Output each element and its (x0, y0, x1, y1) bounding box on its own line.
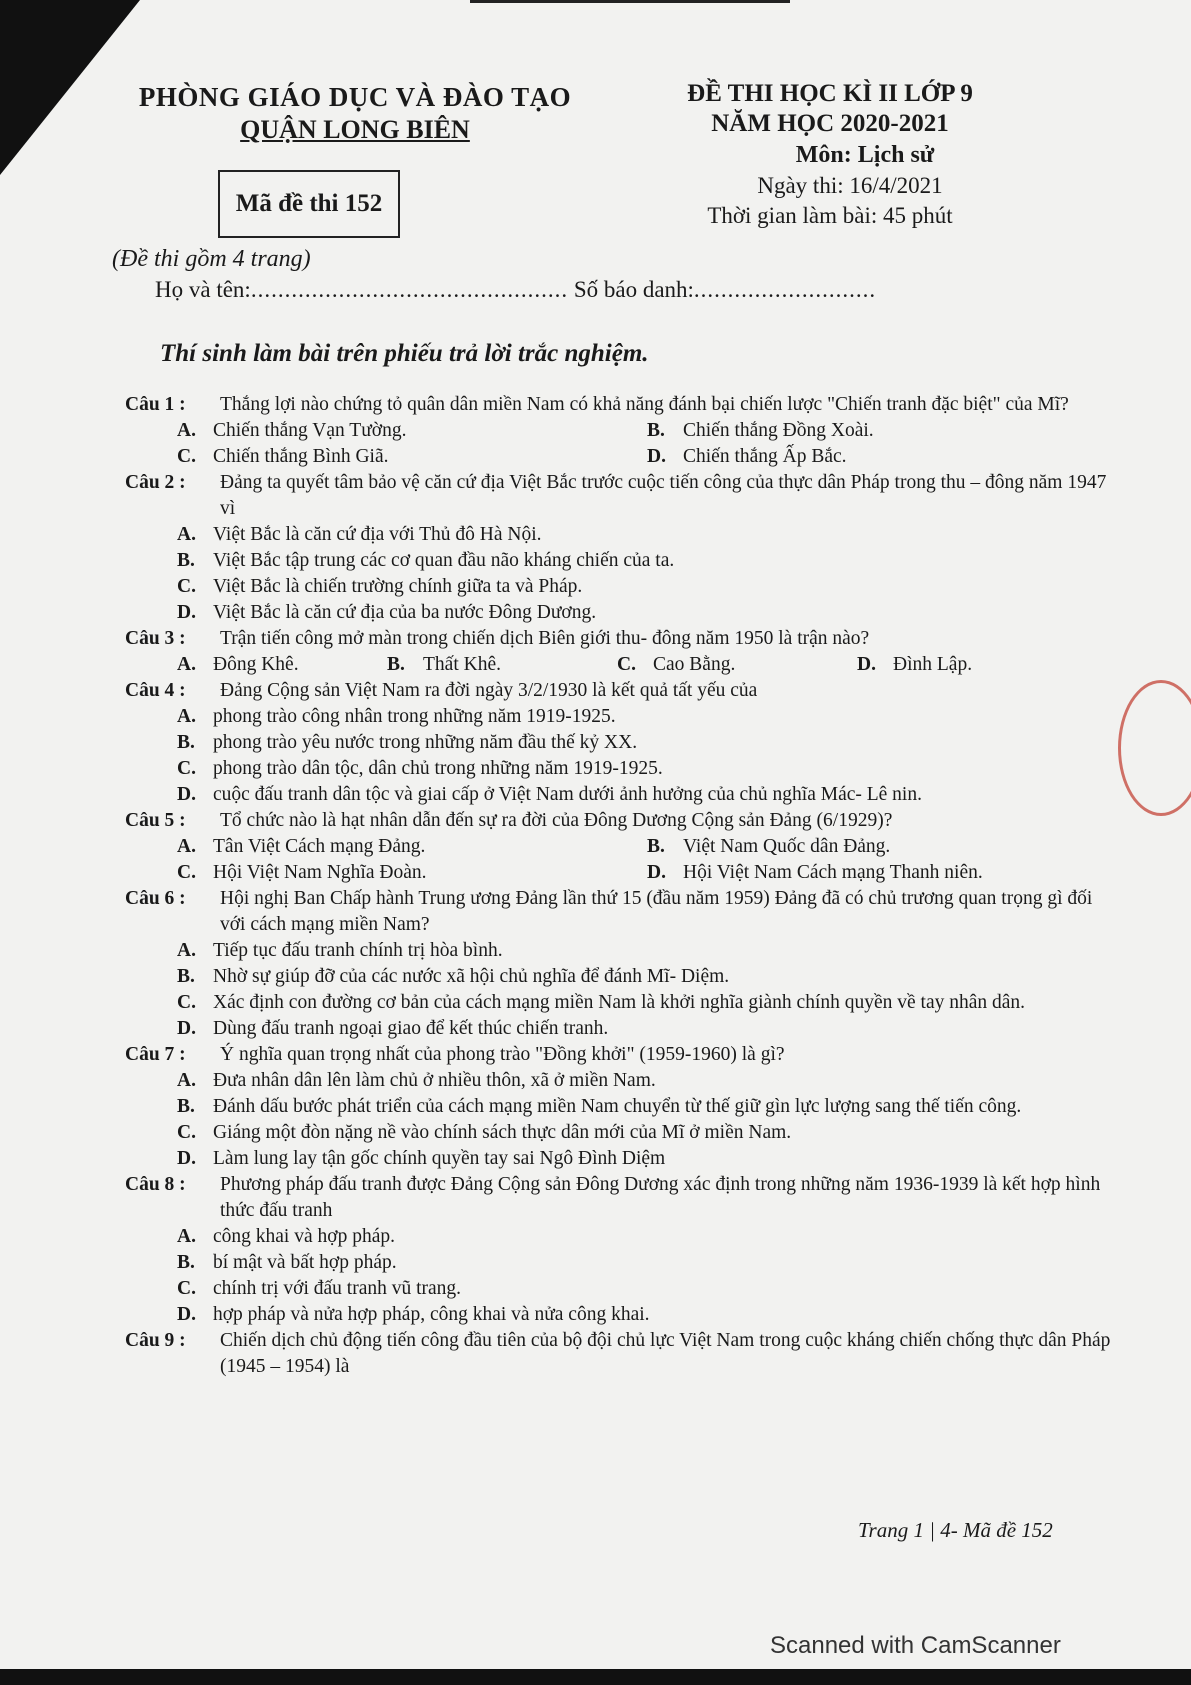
answer-option[interactable] (177, 1250, 1115, 1276)
option-text: Chiến thắng Vạn Tường. (213, 420, 407, 441)
answer-option[interactable] (177, 834, 647, 860)
district-name: QUẬN LONG BIÊN (240, 115, 470, 144)
question-number: Câu 6 : (125, 888, 186, 909)
question-text: Phương pháp đấu tranh được Đảng Cộng sản Đông Dương xác định trong những năm 1936-1939 là kết hợp hình thức đấu tranh (220, 1174, 1101, 1221)
option-key: A. (177, 836, 196, 857)
option-text: Chiến thắng Ấp Bắc. (683, 446, 847, 467)
option-text: hợp pháp và nửa hợp pháp, công khai và nửa công khai. (213, 1304, 650, 1325)
answer-option[interactable] (647, 444, 1117, 470)
header-left (130, 82, 580, 145)
option-text: chính trị với đấu tranh vũ trang. (213, 1278, 462, 1299)
option-key: B. (177, 966, 195, 987)
question-text: Thắng lợi nào chứng tỏ quân dân miền Nam có khả năng đánh bại chiến lược "Chiến tranh đặc biệt" của Mĩ? (220, 394, 1069, 415)
option-key: A. (177, 940, 196, 961)
exam-code-box: Mã đề thi 152 (218, 170, 400, 238)
option-key: D. (177, 1148, 196, 1169)
option-key: B. (177, 1096, 195, 1117)
option-key: D. (177, 602, 196, 623)
answer-options (125, 704, 1115, 808)
option-key: D. (647, 446, 666, 467)
option-key: C. (177, 1122, 196, 1143)
option-key: C. (617, 654, 636, 675)
option-key: B. (177, 732, 195, 753)
option-text: cuộc đấu tranh dân tộc và giai cấp ở Việt Nam dưới ảnh hưởng của chủ nghĩa Mác- Lê nin. (213, 784, 922, 805)
answer-option[interactable] (177, 444, 647, 470)
option-text: Đình Lập. (893, 654, 973, 675)
answer-option[interactable] (177, 1120, 1115, 1146)
option-text: Nhờ sự giúp đỡ của các nước xã hội chủ nghĩa để đánh Mĩ- Diệm. (213, 966, 730, 987)
option-text: phong trào dân tộc, dân chủ trong những năm 1919-1925. (213, 758, 663, 779)
question-7 (125, 1042, 1115, 1172)
answer-option[interactable] (617, 652, 857, 678)
answer-option[interactable] (177, 574, 1115, 600)
option-key: B. (177, 1252, 195, 1273)
exam-title: ĐỀ THI HỌC KÌ II LỚP 9 (687, 80, 973, 107)
question-5 (125, 808, 1115, 886)
question-3 (125, 626, 1115, 678)
answer-option[interactable] (177, 756, 1115, 782)
question-number: Câu 7 : (125, 1044, 186, 1065)
option-key: B. (177, 550, 195, 571)
option-key: A. (177, 420, 196, 441)
option-text: Cao Bằng. (653, 654, 736, 675)
option-text: Đông Khê. (213, 654, 299, 675)
answer-option[interactable] (177, 704, 1115, 730)
page-footer: Trang 1 | 4- Mã đề 152 (858, 1518, 1053, 1542)
option-key: D. (177, 1304, 196, 1325)
answer-options (125, 522, 1115, 626)
question-6 (125, 886, 1115, 1042)
answer-option[interactable] (177, 522, 1115, 548)
question-number: Câu 8 : (125, 1174, 186, 1195)
subject: Môn: Lịch sử (795, 142, 935, 168)
option-text: Việt Bắc là chiến trường chính giữa ta và Pháp. (213, 576, 583, 597)
answer-option[interactable] (177, 938, 1115, 964)
answer-options (125, 938, 1115, 1042)
question-number: Câu 2 : (125, 472, 186, 493)
student-id-field[interactable]: ........................... (693, 277, 877, 302)
question-text: Đảng ta quyết tâm bảo vệ căn cứ địa Việt Bắc trước cuộc tiến công của thực dân Pháp trong thu – đông năm 1947 vì (220, 472, 1107, 519)
answer-option[interactable] (177, 1276, 1115, 1302)
scan-bottom-edge (0, 1669, 1191, 1685)
question-1 (125, 392, 1115, 470)
option-key: A. (177, 524, 196, 545)
option-key: D. (857, 654, 876, 675)
student-id-label: Số báo danh: (573, 277, 694, 302)
question-text: Chiến dịch chủ động tiến công đầu tiên của bộ đội chủ lực Việt Nam trong cuộc kháng chiến chống thực dân Pháp (1945 – 1954) là (220, 1330, 1111, 1377)
option-key: B. (647, 420, 665, 441)
option-key: A. (177, 1070, 196, 1091)
exam-duration: Thời gian làm bài: 45 phút (707, 203, 953, 228)
question-number: Câu 5 : (125, 810, 186, 831)
option-text: công khai và hợp pháp. (213, 1226, 395, 1247)
option-key: C. (177, 758, 196, 779)
question-8 (125, 1172, 1115, 1328)
question-number: Câu 4 : (125, 680, 186, 701)
option-text: Xác định con đường cơ bản của cách mạng miền Nam là khởi nghĩa giành chính quyền về tay nhân dân. (213, 992, 1026, 1013)
option-text: Đánh dấu bước phát triển của cách mạng miền Nam chuyển từ thế giữ gìn lực lượng sang thế tiến công. (213, 1096, 1022, 1117)
option-key: C. (177, 992, 196, 1013)
answer-option[interactable] (177, 548, 1115, 574)
question-text: Hội nghị Ban Chấp hành Trung ương Đảng lần thứ 15 (đầu năm 1959) Đảng đã có chủ trương quan trọng gì đối với cách mạng miền Nam? (220, 888, 1093, 935)
option-text: Hội Việt Nam Cách mạng Thanh niên. (683, 862, 983, 883)
option-text: Thất Khê. (423, 654, 501, 675)
question-number: Câu 3 : (125, 628, 186, 649)
option-text: Làm lung lay tận gốc chính quyền tay sai Ngô Đình Diệm (213, 1148, 666, 1169)
answer-option[interactable] (177, 1302, 1115, 1328)
answer-option[interactable] (177, 1068, 1115, 1094)
option-key: A. (177, 1226, 196, 1247)
option-key: C. (177, 576, 196, 597)
option-text: bí mật và bất hợp pháp. (213, 1252, 397, 1273)
name-label: Họ và tên: (155, 277, 251, 302)
option-key: B. (387, 654, 405, 675)
answer-option[interactable] (647, 834, 1117, 860)
answer-option[interactable] (177, 782, 1115, 808)
school-year: NĂM HỌC 2020-2021 (711, 110, 949, 137)
scanner-watermark: Scanned with CamScanner (770, 1632, 1061, 1659)
question-text: Tổ chức nào là hạt nhân dẫn đến sự ra đời của Đông Dương Cộng sản Đảng (6/1929)? (220, 810, 893, 831)
option-text: Tiếp tục đấu tranh chính trị hòa bình. (213, 940, 503, 961)
answer-option[interactable] (177, 1224, 1115, 1250)
option-key: A. (177, 706, 196, 727)
answer-options (125, 652, 1115, 678)
answer-option[interactable] (177, 600, 1115, 626)
scan-shadow-corner (0, 0, 140, 175)
question-number: Câu 1 : (125, 394, 186, 415)
instruction: Thí sinh làm bài trên phiếu trả lời trắc nghiệm. (160, 340, 649, 367)
header-right (660, 80, 1000, 229)
answer-option[interactable] (177, 990, 1115, 1016)
option-key: B. (647, 836, 665, 857)
question-2 (125, 470, 1115, 626)
exam-date: Ngày thi: 16/4/2021 (757, 173, 943, 198)
question-9 (125, 1328, 1115, 1380)
student-info (155, 277, 876, 303)
option-text: Việt Bắc là căn cứ địa với Thủ đô Hà Nội. (213, 524, 542, 545)
scan-top-edge (470, 0, 790, 3)
answer-option[interactable] (177, 964, 1115, 990)
answer-options (125, 834, 1115, 886)
option-text: Chiến thắng Bình Giã. (213, 446, 389, 467)
option-text: Đưa nhân dân lên làm chủ ở nhiều thôn, xã ở miền Nam. (213, 1070, 656, 1091)
name-field[interactable]: ............................................... (250, 277, 569, 302)
option-key: C. (177, 446, 196, 467)
option-key: A. (177, 654, 196, 675)
option-key: C. (177, 1278, 196, 1299)
question-text: Đảng Cộng sản Việt Nam ra đời ngày 3/2/1930 là kết quả tất yếu của (220, 680, 758, 701)
answer-options (125, 1224, 1115, 1328)
question-text: Ý nghĩa quan trọng nhất của phong trào "Đồng khởi" (1959-1960) là gì? (220, 1044, 785, 1065)
option-text: phong trào yêu nước trong những năm đầu thế kỷ XX. (213, 732, 638, 753)
answer-option[interactable] (177, 1146, 1115, 1172)
red-stamp (1118, 680, 1191, 816)
pages-note: (Đề thi gồm 4 trang) (112, 246, 311, 272)
answer-option[interactable] (177, 418, 647, 444)
question-text: Trận tiến công mở màn trong chiến dịch Biên giới thu- đông năm 1950 là trận nào? (220, 628, 870, 649)
option-key: D. (177, 784, 196, 805)
answer-option[interactable] (387, 652, 617, 678)
option-text: Việt Bắc tập trung các cơ quan đầu não kháng chiến của ta. (213, 550, 675, 571)
option-text: Chiến thắng Đồng Xoài. (683, 420, 874, 441)
option-text: Tân Việt Cách mạng Đảng. (213, 836, 426, 857)
answer-option[interactable] (177, 652, 387, 678)
answer-option[interactable] (647, 418, 1117, 444)
question-list (125, 392, 1115, 1380)
option-key: D. (177, 1018, 196, 1039)
question-number: Câu 9 : (125, 1330, 186, 1351)
option-key: D. (647, 862, 666, 883)
question-4 (125, 678, 1115, 808)
department-name: PHÒNG GIÁO DỤC VÀ ĐÀO TẠO (138, 82, 572, 112)
option-text: Giáng một đòn nặng nề vào chính sách thực dân mới của Mĩ ở miền Nam. (213, 1122, 792, 1143)
answer-option[interactable] (177, 730, 1115, 756)
option-text: Việt Nam Quốc dân Đảng. (683, 836, 891, 857)
answer-option[interactable] (647, 860, 1117, 886)
answer-options (125, 418, 1115, 470)
answer-option[interactable] (857, 652, 1117, 678)
option-text: phong trào công nhân trong những năm 1919-1925. (213, 706, 616, 727)
answer-option[interactable] (177, 860, 647, 886)
answer-option[interactable] (177, 1094, 1115, 1120)
answer-option[interactable] (177, 1016, 1115, 1042)
option-text: Việt Bắc là căn cứ địa của ba nước Đông Dương. (213, 602, 597, 623)
option-key: C. (177, 862, 196, 883)
answer-options (125, 1068, 1115, 1172)
option-text: Hội Việt Nam Nghĩa Đoàn. (213, 862, 427, 883)
option-text: Dùng đấu tranh ngoại giao để kết thúc chiến tranh. (213, 1018, 609, 1039)
